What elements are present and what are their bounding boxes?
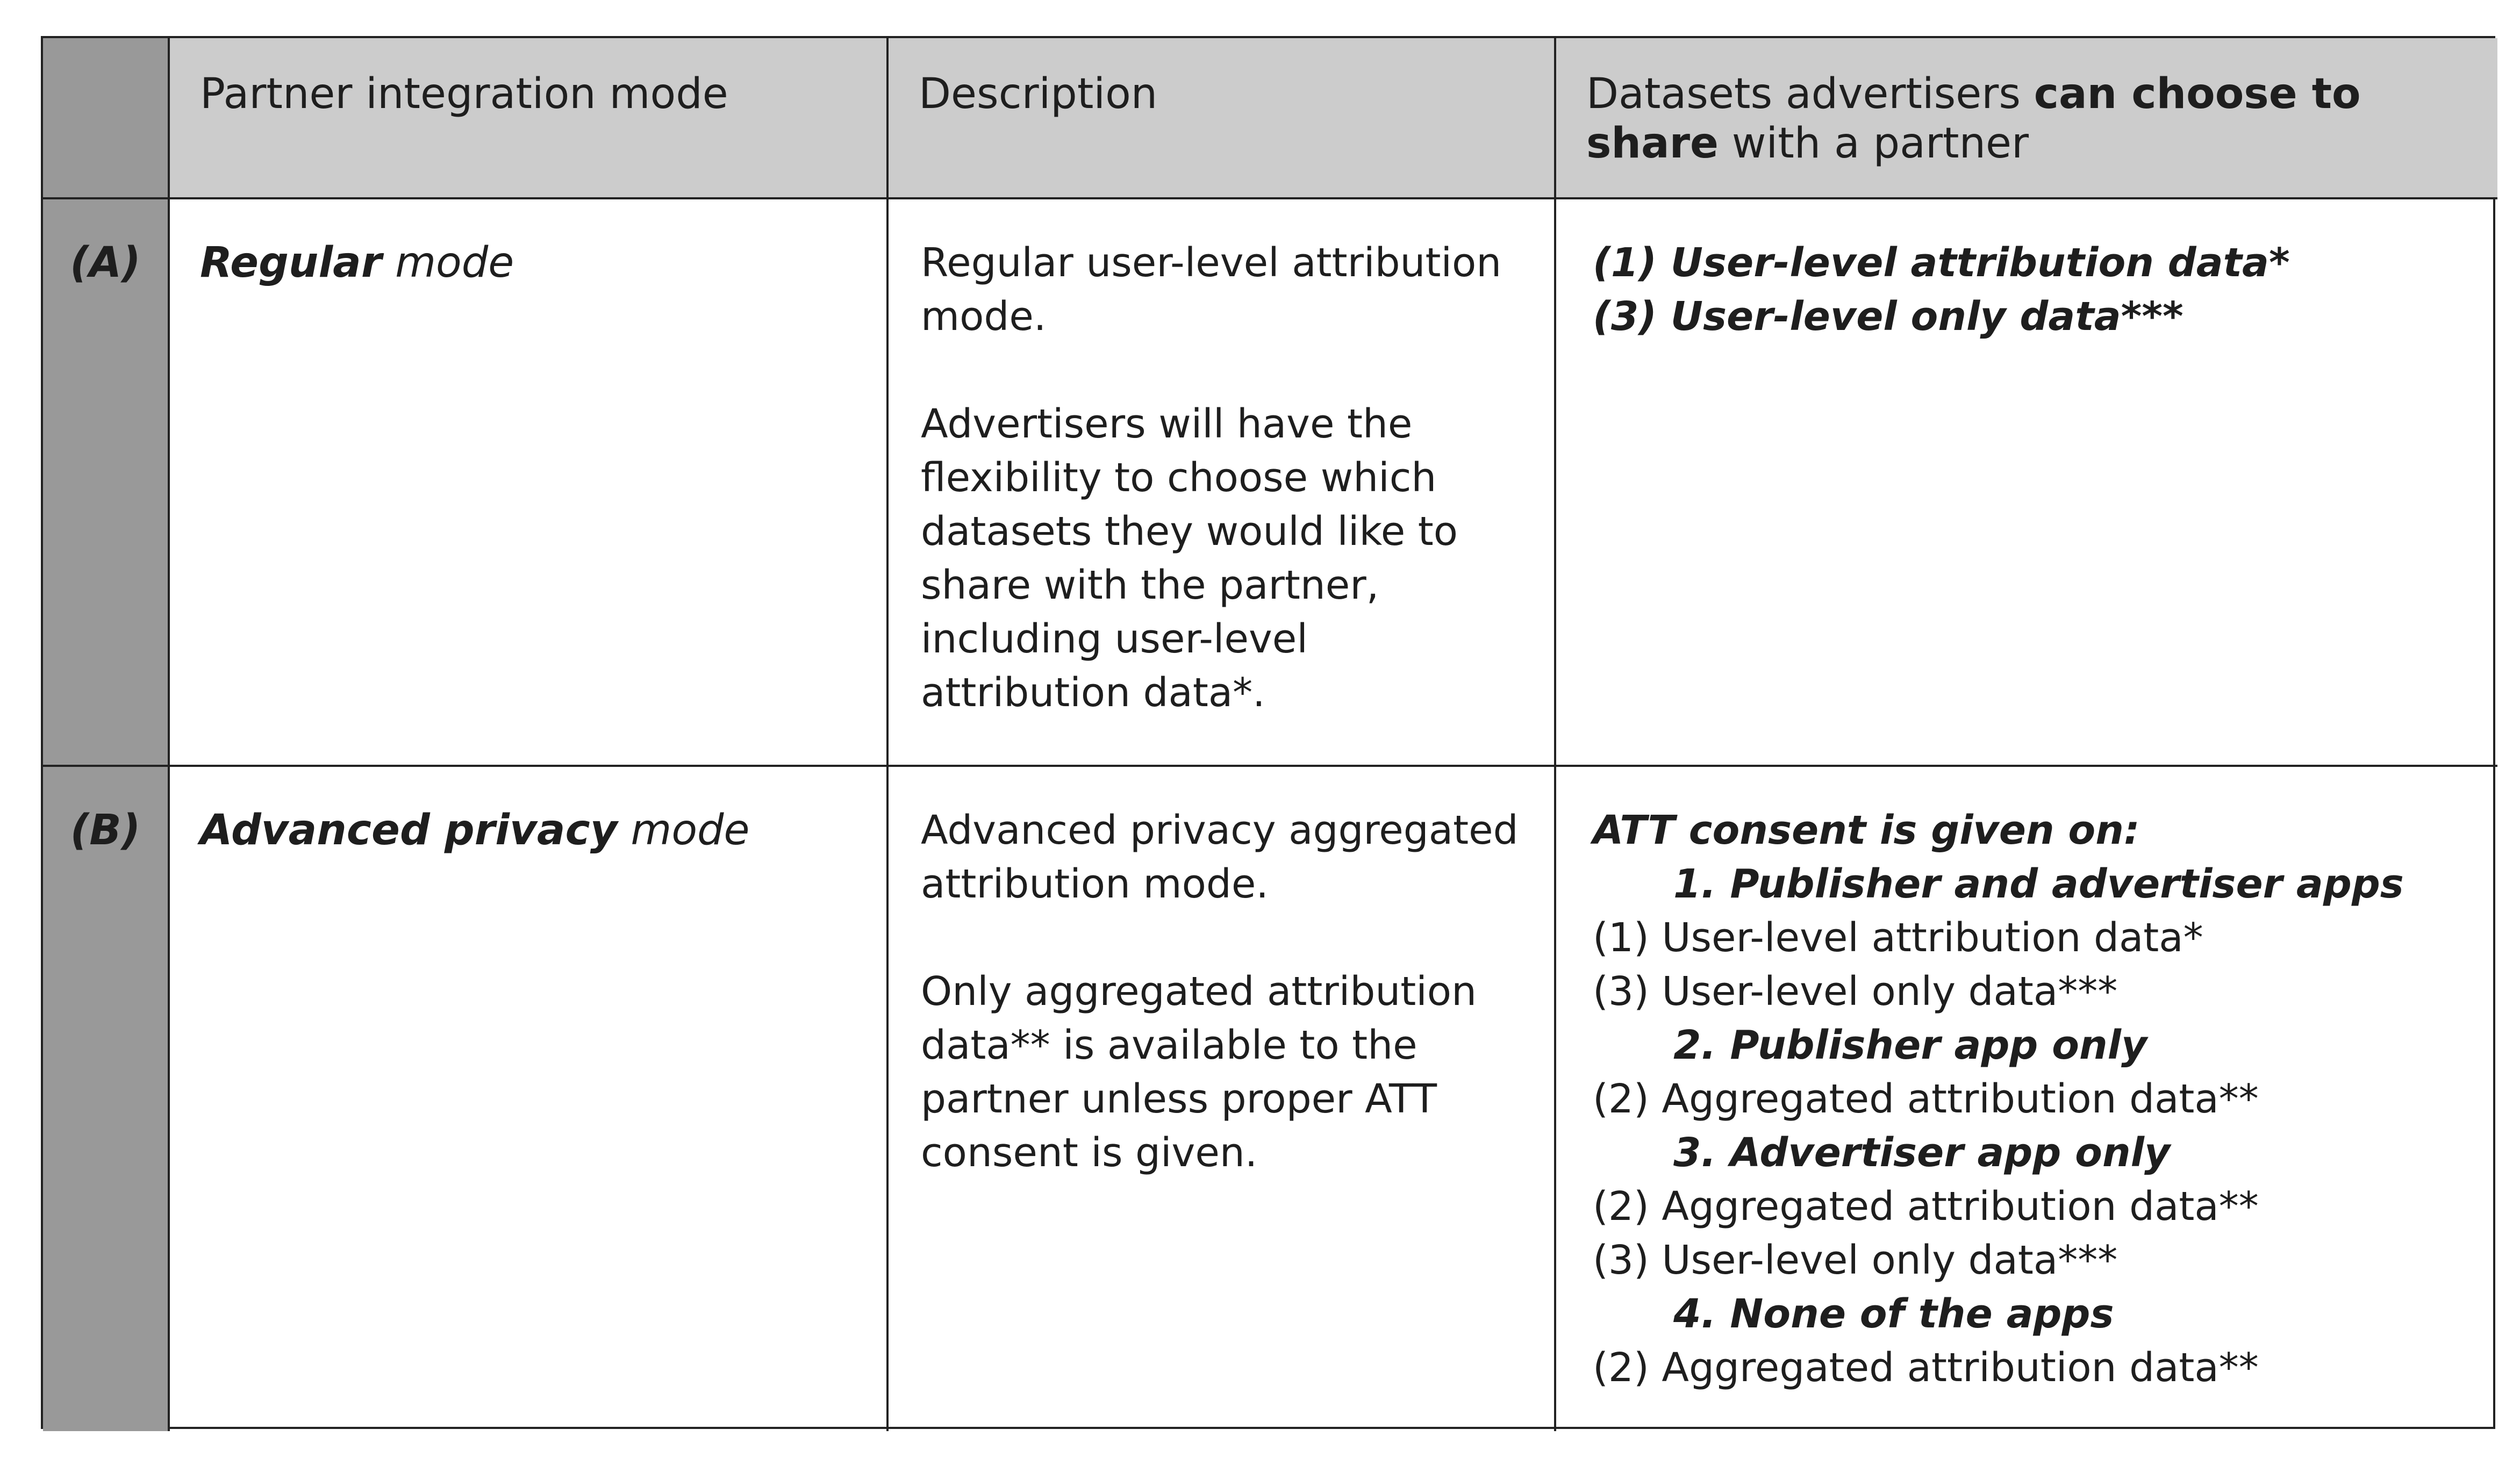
row-a-description — [889, 199, 1554, 720]
consent-case-title: 1. Publisher and advertiser apps — [1673, 861, 2404, 907]
header-mode-label: Partner integration mode — [200, 70, 728, 118]
header-datasets-cell — [1556, 38, 2497, 199]
row-a-label: (A) — [70, 239, 141, 287]
row-b-description-paragraph: Only aggregated attribution data** is available to the partner unless proper ATT consent is given. — [921, 968, 1477, 1176]
dataset-item: (1) User-level attribution data* — [1593, 240, 2290, 286]
header-datasets-text-end: with a partner — [1718, 119, 2029, 168]
header-corner-cell — [43, 38, 170, 199]
row-b-mode-name — [170, 767, 886, 855]
row-b-label-cell — [43, 767, 170, 1431]
row-a-mode-rest: mode — [382, 239, 514, 287]
dataset-item: (1) User-level attribution data* — [1593, 915, 2203, 961]
consent-intro: ATT consent is given on: — [1593, 807, 2140, 853]
header-mode-cell — [170, 38, 889, 199]
row-a-datasets — [1556, 199, 2497, 343]
row-a-description-cell — [889, 199, 1556, 767]
row-a-mode-name — [170, 199, 886, 288]
dataset-item: (2) Aggregated attribution data** — [1593, 1183, 2259, 1230]
row-a-label-cell — [43, 199, 170, 767]
header-datasets-text-start: Datasets advertisers — [1586, 70, 2034, 118]
row-b-description — [889, 767, 1554, 1180]
row-b-mode-cell — [170, 767, 889, 1431]
header-description-cell — [889, 38, 1556, 199]
dataset-item: (3) User-level only data*** — [1593, 968, 2118, 1015]
dataset-item: (3) User-level only data*** — [1593, 293, 2183, 340]
row-b-description-cell — [889, 767, 1556, 1431]
header-description-label: Description — [919, 70, 1158, 118]
consent-case-title: 2. Publisher app only — [1673, 1022, 2147, 1068]
dataset-item: (3) User-level only data*** — [1593, 1237, 2118, 1283]
row-b-label: (B) — [70, 806, 141, 854]
row-a-datasets-cell — [1556, 199, 2497, 767]
header-datasets-text-bold: can choose to share — [1586, 70, 2361, 168]
row-b-datasets-cell — [1556, 767, 2497, 1431]
row-a-description-paragraph: Advertisers will have the flexibility to choose which datasets they would like to share with the partner, including user-level attribution data*. — [921, 401, 1458, 716]
row-a-description-paragraph: Regular user-level attribution mode. — [921, 240, 1502, 340]
header-datasets-label — [1556, 38, 2497, 168]
consent-case-title: 4. None of the apps — [1673, 1291, 2114, 1337]
dataset-item: (2) Aggregated attribution data** — [1593, 1076, 2259, 1122]
row-a-mode-bold: Regular — [200, 239, 382, 287]
integration-modes-table — [41, 36, 2495, 1429]
row-b-datasets — [1556, 767, 2497, 1395]
row-b-mode-bold: Advanced privacy — [200, 806, 618, 854]
row-b-description-paragraph: Advanced privacy aggregated attribution mode. — [921, 807, 1519, 907]
row-a-mode-cell — [170, 199, 889, 767]
row-b-mode-rest: mode — [617, 806, 750, 854]
consent-case-title: 3. Advertiser app only — [1673, 1130, 2171, 1176]
dataset-item: (2) Aggregated attribution data** — [1593, 1345, 2259, 1391]
